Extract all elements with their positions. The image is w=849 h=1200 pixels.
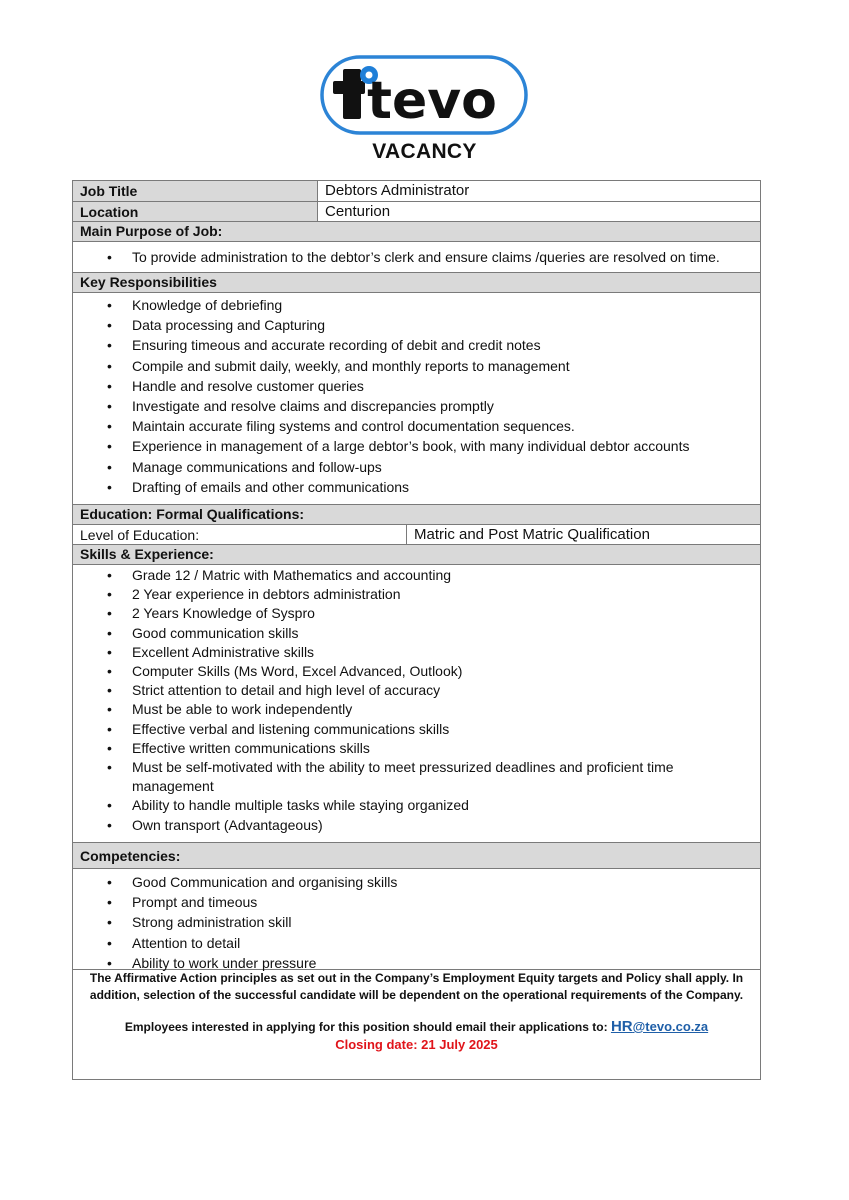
- list-item: • 2 Year experience in debtors administration: [73, 585, 760, 604]
- apply-text: Employees interested in applying for this position should email their applications to:: [124, 1020, 608, 1034]
- list-item: • Must be self-motivated with the ability to meet pressurized deadlines and proficient time management: [73, 758, 760, 796]
- purpose-header: Main Purpose of Job:: [73, 222, 760, 241]
- email-user: HR: [610, 1018, 633, 1035]
- responsibilities-header-row: [73, 272, 760, 292]
- purpose-list: [73, 247, 760, 267]
- apply-instructions: [79, 1018, 754, 1036]
- logo-wordmark: tevo: [367, 71, 497, 131]
- list-item: • Ensuring timeous and accurate recording of debit and credit notes: [73, 335, 760, 355]
- closing-date: Closing date: 21 July 2025: [335, 1037, 498, 1052]
- list-item: • Good Communication and organising skills: [73, 872, 760, 892]
- job-title-label: Job Title: [73, 181, 317, 201]
- skills-list: [73, 566, 760, 842]
- list-item: • Must be able to work independently: [73, 700, 760, 719]
- list-item: • Strict attention to detail and high level of accuracy: [73, 681, 760, 700]
- list-item: • Grade 12 / Matric with Mathematics and accounting: [73, 566, 760, 585]
- list-item: • Handle and resolve customer queries: [73, 376, 760, 396]
- list-item: • Effective written communications skills: [73, 739, 760, 758]
- list-item: • Own transport (Advantageous): [73, 816, 760, 835]
- job-title-row: [73, 181, 760, 201]
- education-level-value: Matric and Post Matric Qualification: [406, 525, 760, 544]
- list-item: • Strong administration skill: [73, 912, 760, 932]
- footer-notice-block: [73, 970, 760, 1079]
- list-item: • Ability to handle multiple tasks while staying organized: [73, 796, 760, 815]
- list-item: • Computer Skills (Ms Word, Excel Advanced, Outlook): [73, 662, 760, 681]
- vacancy-heading: VACANCY: [372, 140, 477, 163]
- location-label: Location: [73, 202, 317, 221]
- tevo-logo-icon: [320, 55, 528, 135]
- list-item: • Ability to work under pressure: [73, 953, 760, 973]
- list-item: • Manage communications and follow-ups: [73, 457, 760, 477]
- education-header: Education: Formal Qualifications:: [73, 505, 760, 524]
- list-item: • Experience in management of a large debtor’s book, with many individual debtor accounts: [73, 436, 760, 456]
- education-header-row: [73, 504, 760, 524]
- equity-notice: The Affirmative Action principles as set out in the Company’s Employment Equity targets and Policy shall apply. In addition, selection of the successful candidate will be dependent on the operational requirements of the Company.: [89, 971, 744, 1002]
- list-item: • Drafting of emails and other communications: [73, 477, 760, 497]
- email-link[interactable]: [611, 1019, 708, 1034]
- education-level-row: [73, 524, 760, 544]
- vacancy-table: [72, 180, 761, 1080]
- list-item: • Maintain accurate filing systems and control documentation sequences.: [73, 416, 760, 436]
- list-item: • Good communication skills: [73, 624, 760, 643]
- purpose-body: [73, 241, 760, 272]
- list-item: • To provide administration to the debtor’s clerk and ensure claims /queries are resolved on time.: [73, 247, 760, 267]
- location-row: [73, 201, 760, 221]
- tevo-logo: [320, 55, 528, 135]
- skills-header: Skills & Experience:: [73, 545, 760, 564]
- skills-header-row: [73, 544, 760, 564]
- list-item: • Investigate and resolve claims and discrepancies promptly: [73, 396, 760, 416]
- purpose-header-row: [73, 221, 760, 241]
- list-item: • 2 Years Knowledge of Syspro: [73, 604, 760, 623]
- education-level-label: Level of Education:: [80, 527, 200, 543]
- list-item: • Prompt and timeous: [73, 892, 760, 912]
- competencies-body: [73, 868, 760, 969]
- responsibilities-header: Key Responsibilities: [73, 273, 760, 292]
- email-domain: @tevo.co.za: [632, 1019, 709, 1034]
- list-item: • Compile and submit daily, weekly, and monthly reports to management: [73, 356, 760, 376]
- footer-row: [73, 969, 760, 1079]
- skills-body: [73, 564, 760, 842]
- list-item: • Effective verbal and listening communications skills: [73, 720, 760, 739]
- list-item: • Data processing and Capturing: [73, 315, 760, 335]
- location-value: Centurion: [317, 202, 760, 221]
- list-item: • Excellent Administrative skills: [73, 643, 760, 662]
- competencies-list: [73, 872, 760, 969]
- responsibilities-body: [73, 292, 760, 504]
- list-item: • Knowledge of debriefing: [73, 295, 760, 315]
- responsibilities-list: [73, 295, 760, 504]
- competencies-header: Competencies:: [73, 843, 760, 868]
- job-title-value: Debtors Administrator: [317, 181, 760, 201]
- competencies-header-row: [73, 842, 760, 868]
- list-item: • Attention to detail: [73, 933, 760, 953]
